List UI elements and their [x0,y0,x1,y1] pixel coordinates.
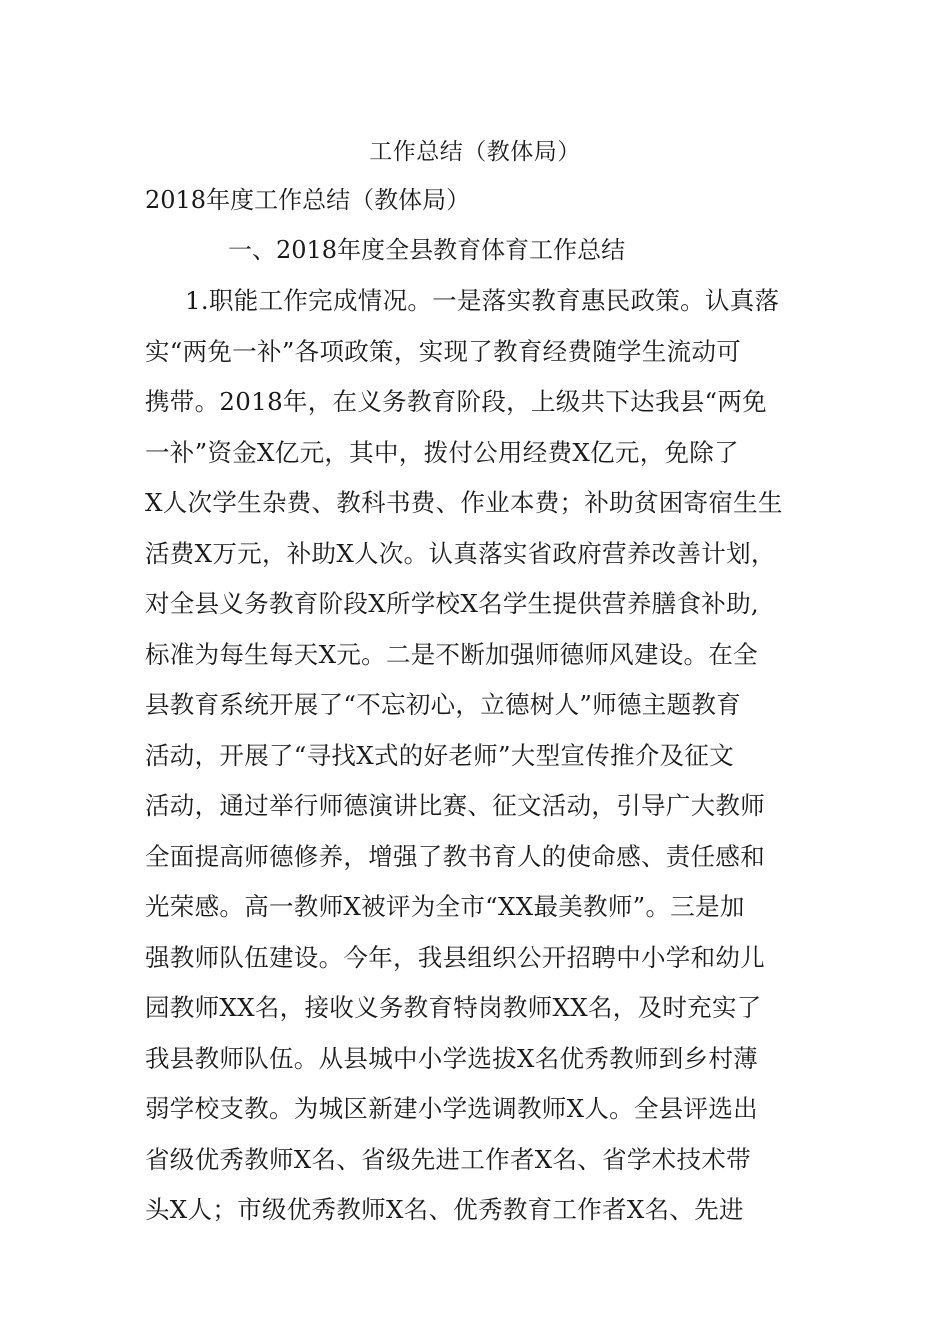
body-line: 全面提高师德修养，增强了教书育人的使命感、责任感和 [145,841,765,871]
body-line: 1.职能工作完成情况。一是落实教育惠民政策。认真落 [185,286,780,315]
body-line: 活动，开展了“寻找X式的好老师”大型宣传推介及征文 [145,740,734,770]
body-line: 县教育系统开展了“不忘初心，立德树人”师德主题教育 [145,690,742,719]
document-subtitle: 2018年度工作总结（教体局） [145,186,471,214]
section-heading: 一、2018年度全县教育体育工作总结 [228,236,626,264]
body-line: 标准为每生每天X元。二是不断加强师德师风建设。在全 [145,639,758,669]
body-line: 光荣感。高一教师X被评为全市“XX最美教师”。三是加 [145,892,745,921]
body-line: 省级优秀教师X名、省级先进工作者X名、省学术技术带 [145,1144,751,1174]
body-line: 强教师队伍建设。今年，我县组织公开招聘中小学和幼儿 [145,942,765,972]
body-line: X人次学生杂费、教科书费、作业本费；补助贫困寄宿生生 [145,488,783,517]
body-line: 我县教师队伍。从县城中小学选拔X名优秀教师到乡村薄 [145,1043,758,1073]
document-title: 工作总结（教体局） [369,139,581,165]
body-line: 对全县义务教育阶段X所学校X名学生提供营养膳食补助, [145,589,759,618]
body-line: 园教师XX名，接收义务教育特岗教师XX名，及时充实了 [145,993,762,1022]
body-line: 头X人；市级优秀教师X名、优秀教育工作者X名、先进 [145,1195,744,1224]
body-line: 携带。2018年，在义务教育阶段，上级共下达我县“两免 [145,387,767,416]
body-line: 弱学校支教。为城区新建小学选调教师X人。全县评选出 [145,1094,758,1123]
body-paragraph [145,276,825,1236]
body-line: 实“两免一补”各项政策，实现了教育经费随学生流动可 [145,336,742,366]
body-line: 活动，通过举行师德演讲比赛、征文活动，引导广大教师 [145,791,765,820]
body-line: 一补”资金X亿元，其中，拨付公用经费X亿元，免除了 [145,437,739,467]
body-line: 活费X万元，补助X人次。认真落实省政府营养改善计划， [145,538,776,568]
